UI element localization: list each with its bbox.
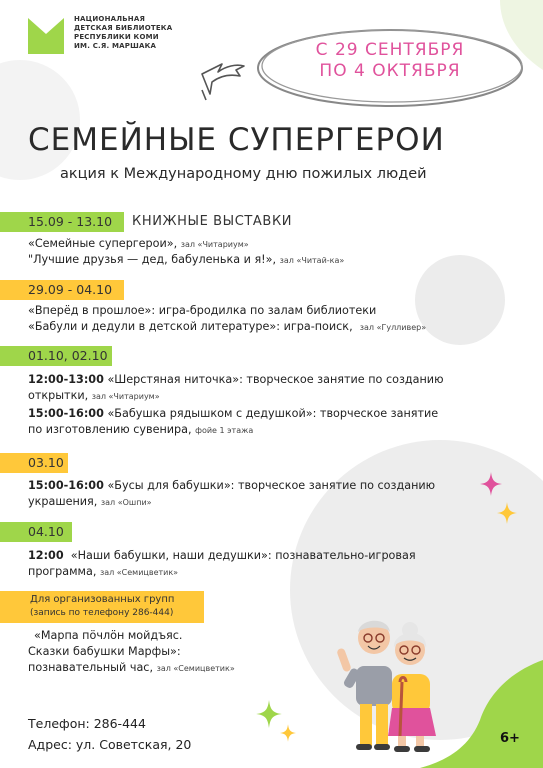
list-item: "Лучшие друзья — дед, бабуленька и я!», зал «Читай-ка» — [28, 253, 345, 266]
org-line: ИМ. С.Я. МАРШАКА — [74, 42, 157, 50]
list-item: 12:00 «Наши бабушки, наши дедушки»: познавательно-игровая — [28, 549, 416, 562]
date-line-1: С 29 СЕНТЯБРЯ — [315, 40, 465, 60]
age-rating-badge: 6+ — [500, 731, 520, 746]
groups-line-2: (запись по телефону 286-444) — [30, 608, 174, 618]
list-item: по изготовлению сувенира, фойе 1 этажа — [28, 423, 254, 436]
list-item: программа, зал «Семицветик» — [28, 565, 179, 578]
poster-title: СЕМЕЙНЫЕ СУПЕРГЕРОИ — [28, 122, 445, 158]
list-item: «Вперёд в прошлое»: игра-бродилка по залам библиотеки — [28, 304, 377, 317]
list-item: «Бабули и дедули в детской литературе»: игра-поиск, зал «Гулливер» — [28, 320, 427, 333]
pink-sparkle-icon — [480, 472, 502, 496]
section-date-tag: 29.09 - 04.10 — [0, 280, 124, 300]
footer-address: Адрес: ул. Советская, 20 — [28, 737, 192, 752]
section-date-tag: 01.10, 02.10 — [0, 346, 112, 366]
poster-subtitle: акция к Международному дню пожилых людей — [60, 166, 427, 182]
library-logo-icon — [28, 18, 64, 54]
organization-name — [74, 15, 172, 51]
section-date-tag: 03.10 — [0, 453, 68, 473]
footer-phone: Телефон: 286-444 — [28, 716, 146, 731]
section-date-tag: 04.10 — [0, 522, 72, 542]
date-line-2: ПО 4 ОКТЯБРЯ — [319, 61, 461, 81]
groups-tag — [0, 591, 204, 623]
date-range-badge — [254, 22, 526, 114]
grey-blob-top-left — [0, 60, 80, 180]
groups-line-1: Для организованных групп — [30, 594, 175, 605]
list-item: «Семейные супергерои», зал «Читариум» — [28, 237, 249, 250]
date-range-text — [254, 40, 526, 82]
arrow-icon — [196, 60, 248, 106]
org-line: ДЕТСКАЯ БИБЛИОТЕКА — [74, 24, 173, 32]
org-line: НАЦИОНАЛЬНАЯ — [74, 15, 146, 23]
list-item: Сказки бабушки Марфы»: — [28, 645, 181, 658]
yellow-sparkle-icon — [497, 502, 517, 524]
list-item: 15:00-16:00 «Бусы для бабушки»: творческое занятие по созданию — [28, 479, 436, 492]
grandparents-illustration — [330, 586, 450, 756]
list-item: 15:00-16:00 «Бабушка рядышком с дедушкой»: творческое занятие — [28, 407, 439, 420]
green-sparkle-icon — [256, 700, 282, 728]
yellow-sparkle-small-icon — [280, 724, 296, 742]
grey-blob-right — [415, 255, 505, 345]
section-heading: КНИЖНЫЕ ВЫСТАВКИ — [132, 214, 293, 229]
org-line: РЕСПУБЛИКИ КОМИ — [74, 33, 159, 41]
list-item: украшения, зал «Ошпи» — [28, 495, 152, 508]
list-item: 12:00-13:00 «Шерстяная ниточка»: творческое занятие по созданию — [28, 373, 444, 386]
list-item: познавательный час, зал «Семицветик» — [28, 661, 235, 674]
list-item: «Марпа пӧчлӧн мойдъяс. — [34, 629, 183, 642]
section-date-tag: 15.09 - 13.10 — [0, 212, 124, 232]
list-item: открытки, зал «Читариум» — [28, 389, 160, 402]
